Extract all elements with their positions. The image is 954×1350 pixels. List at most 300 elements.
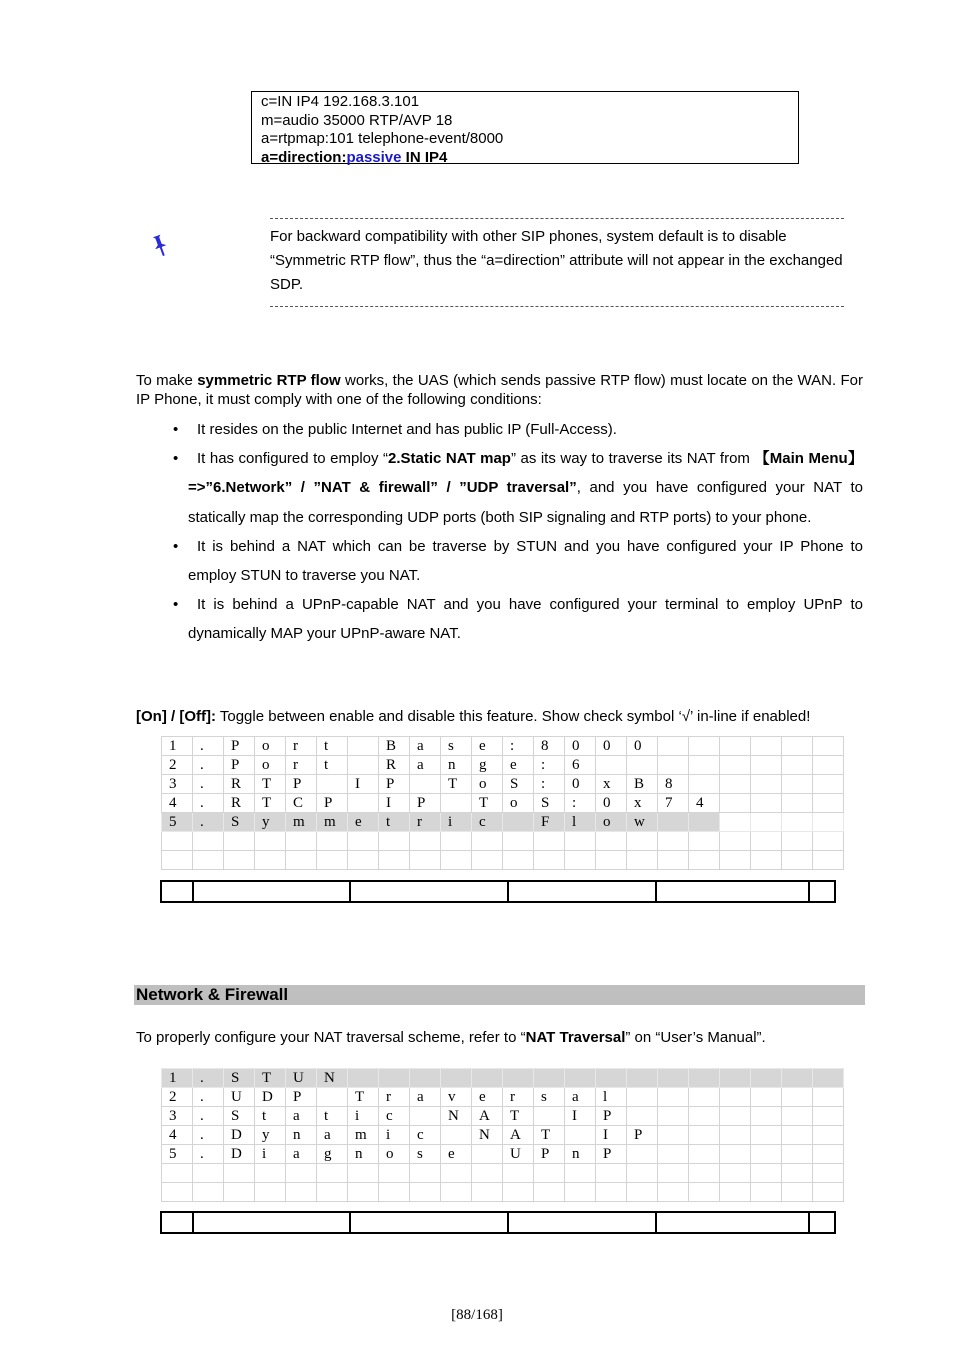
lcd-row[interactable] <box>162 1126 844 1145</box>
lcd-cell: 0 <box>565 737 596 756</box>
lcd-cell <box>627 1145 658 1164</box>
lcd-cell: 8 <box>534 737 565 756</box>
lcd-menu-rtp <box>161 736 844 870</box>
lcd-cell: n <box>565 1145 596 1164</box>
lcd-cell: x <box>627 794 658 813</box>
lcd-row[interactable] <box>162 737 844 756</box>
lcd-cell <box>720 794 751 813</box>
lcd-cell <box>565 851 596 870</box>
lcd-cell <box>751 794 782 813</box>
lcd-cell: P <box>627 1126 658 1145</box>
lcd-cell <box>472 1164 503 1183</box>
lcd-cell <box>472 851 503 870</box>
lcd-cell: m <box>317 813 348 832</box>
lcd-cell <box>348 794 379 813</box>
lcd-cell <box>720 775 751 794</box>
lcd-cell <box>255 832 286 851</box>
lcd-cell <box>658 1164 689 1183</box>
lcd-cell <box>255 1183 286 1202</box>
lcd-row[interactable] <box>162 1069 844 1088</box>
lcd-cell: P <box>286 775 317 794</box>
lcd-cell <box>596 851 627 870</box>
lcd-cell <box>472 1183 503 1202</box>
lcd-cell: r <box>410 813 441 832</box>
lcd-cell: I <box>596 1126 627 1145</box>
lcd-cell: t <box>379 813 410 832</box>
direction-value: passive <box>346 148 402 166</box>
lcd-cell: g <box>317 1145 348 1164</box>
lcd-cell <box>658 1183 689 1202</box>
lcd-cell <box>658 1088 689 1107</box>
lcd-cell <box>379 851 410 870</box>
lcd-cell <box>286 1164 317 1183</box>
lcd-cell <box>162 1164 193 1183</box>
lcd-cell: . <box>193 775 224 794</box>
lcd-row <box>162 851 844 870</box>
lcd-cell <box>720 756 751 775</box>
lcd-cell: T <box>534 1126 565 1145</box>
lcd-cell <box>441 1164 472 1183</box>
lcd-cell <box>813 1183 844 1202</box>
lcd-cell <box>751 1126 782 1145</box>
lcd-cell: a <box>317 1126 348 1145</box>
lcd-cell: a <box>565 1088 596 1107</box>
lcd-cell: e <box>441 1145 472 1164</box>
lcd-cell <box>472 1145 503 1164</box>
lcd-cell <box>441 1183 472 1202</box>
lcd-cell <box>441 832 472 851</box>
lcd-cell <box>286 832 317 851</box>
lcd-cell: D <box>224 1126 255 1145</box>
lcd-cell: B <box>627 775 658 794</box>
lcd-cell <box>441 794 472 813</box>
lcd-cell <box>317 775 348 794</box>
lcd-cell: I <box>565 1107 596 1126</box>
lcd-cell: . <box>193 1088 224 1107</box>
lcd-cell: A <box>503 1126 534 1145</box>
lcd-cell <box>224 1183 255 1202</box>
lcd-cell: n <box>286 1126 317 1145</box>
lcd-cell: P <box>596 1145 627 1164</box>
lcd-cell: : <box>503 737 534 756</box>
lcd-cell: P <box>224 737 255 756</box>
lcd-cell <box>720 851 751 870</box>
lcd-cell <box>813 813 844 832</box>
lcd-cell: P <box>596 1107 627 1126</box>
lcd-cell: i <box>348 1107 379 1126</box>
lcd-cell: a <box>286 1107 317 1126</box>
sdp-line-direction: a=direction:passive IN IP4 <box>261 148 448 166</box>
lcd-cell: 5 <box>162 813 193 832</box>
lcd-cell: e <box>348 813 379 832</box>
lcd-cell <box>782 813 813 832</box>
lcd-cell <box>534 851 565 870</box>
lcd-cell <box>348 756 379 775</box>
list-item: • It has configured to employ “2.Static NAT map” as its way to traverse its NAT from 【Main Menu】=>”6.Network” / ”NAT & firewall” / ”UDP traversal”, and you have configured your NAT to statically map the corresponding UDP ports (both SIP signaling and RTP ports) to your phone. <box>173 450 863 526</box>
lcd-cell <box>162 832 193 851</box>
lcd-cell <box>751 1107 782 1126</box>
lcd-cell <box>689 1145 720 1164</box>
lcd-cell <box>751 756 782 775</box>
lcd-cell <box>317 832 348 851</box>
lcd-cell <box>658 813 689 832</box>
lcd-cell <box>410 1069 441 1088</box>
section-paragraph: To properly configure your NAT traversal scheme, refer to “NAT Traversal” on “User’s Manual”. <box>136 1029 766 1046</box>
lcd-cell: m <box>348 1126 379 1145</box>
lcd-cell: : <box>565 794 596 813</box>
lcd-cell <box>782 737 813 756</box>
lcd-row[interactable] <box>162 1107 844 1126</box>
lcd-cell <box>782 756 813 775</box>
lcd-cell <box>813 851 844 870</box>
lcd-cell <box>720 813 751 832</box>
lcd-cell: y <box>255 813 286 832</box>
lcd-cell <box>751 1183 782 1202</box>
lcd-cell: t <box>255 1107 286 1126</box>
lcd-cell <box>782 1145 813 1164</box>
section-heading: Network & Firewall <box>134 985 865 1005</box>
lcd-cell <box>503 1183 534 1202</box>
lcd-cell: T <box>255 775 286 794</box>
lcd-cell <box>224 851 255 870</box>
page-number: [88/168] <box>451 1307 503 1323</box>
lcd-cell <box>813 1164 844 1183</box>
lcd-cell: s <box>410 1145 441 1164</box>
lcd-cell <box>286 851 317 870</box>
lcd-row[interactable] <box>162 794 844 813</box>
lcd-cell <box>751 851 782 870</box>
list-item: • It is behind a NAT which can be traverse by STUN and you have configured your IP Phone to employ STUN to traverse you NAT. <box>173 537 863 585</box>
lcd-cell: . <box>193 1107 224 1126</box>
lcd-row[interactable] <box>162 1088 844 1107</box>
lcd-cell <box>720 1183 751 1202</box>
lcd-cell: . <box>193 756 224 775</box>
lcd-cell: 8 <box>658 775 689 794</box>
lcd-cell: P <box>286 1088 317 1107</box>
lcd-cell <box>689 756 720 775</box>
lcd-cell <box>348 851 379 870</box>
lcd-cell: 1 <box>162 1069 193 1088</box>
lcd-cell <box>720 1145 751 1164</box>
list-item: • It resides on the public Internet and has public IP (Full-Access). <box>173 421 617 438</box>
lcd-cell: 4 <box>162 794 193 813</box>
list-item: • It is behind a UPnP-capable NAT and you have configured your terminal to employ UPnP to dynamically MAP your UPnP-aware NAT. <box>173 596 863 643</box>
lcd-cell: c <box>410 1126 441 1145</box>
lcd-cell: a <box>410 1088 441 1107</box>
lcd-cell: R <box>224 775 255 794</box>
lcd-cell <box>689 851 720 870</box>
lcd-cell <box>782 1126 813 1145</box>
lcd-cell: . <box>193 1069 224 1088</box>
softkey-bar <box>160 880 836 903</box>
lcd-cell: a <box>410 756 441 775</box>
lcd-cell: o <box>503 794 534 813</box>
lcd-cell <box>813 775 844 794</box>
lcd-cell: r <box>286 737 317 756</box>
lcd-cell <box>751 832 782 851</box>
pushpin-icon <box>152 232 170 258</box>
lcd-cell <box>751 1164 782 1183</box>
lcd-cell <box>658 1145 689 1164</box>
lcd-cell <box>503 851 534 870</box>
lcd-cell: 0 <box>596 794 627 813</box>
lcd-cell <box>813 1088 844 1107</box>
lcd-cell <box>720 832 751 851</box>
lcd-cell: y <box>255 1126 286 1145</box>
lcd-cell: : <box>534 756 565 775</box>
lcd-cell: . <box>193 1145 224 1164</box>
lcd-cell <box>782 1183 813 1202</box>
lcd-cell <box>658 851 689 870</box>
lcd-cell <box>627 851 658 870</box>
lcd-cell <box>348 1164 379 1183</box>
intro-paragraph: To make symmetric RTP flow works, the UAS (which sends passive RTP flow) must locate on the WAN. For IP Phone, it must comply with one of the following conditions: <box>136 372 863 408</box>
lcd-cell: o <box>255 737 286 756</box>
lcd-cell: F <box>534 813 565 832</box>
lcd-cell <box>689 1107 720 1126</box>
lcd-cell <box>565 1069 596 1088</box>
lcd-cell <box>379 1183 410 1202</box>
lcd-cell <box>813 756 844 775</box>
lcd-cell: S <box>224 813 255 832</box>
lcd-cell <box>689 1126 720 1145</box>
lcd-row[interactable] <box>162 756 844 775</box>
lcd-cell <box>565 1164 596 1183</box>
lcd-cell <box>565 832 596 851</box>
lcd-cell <box>813 1069 844 1088</box>
lcd-cell: : <box>534 775 565 794</box>
lcd-cell: A <box>472 1107 503 1126</box>
lcd-cell: C <box>286 794 317 813</box>
lcd-cell <box>503 1069 534 1088</box>
lcd-cell <box>782 1069 813 1088</box>
lcd-cell: m <box>286 813 317 832</box>
lcd-cell: l <box>596 1088 627 1107</box>
lcd-cell <box>627 1183 658 1202</box>
lcd-cell: 4 <box>689 794 720 813</box>
lcd-cell: D <box>255 1088 286 1107</box>
lcd-cell <box>472 832 503 851</box>
lcd-cell <box>658 1069 689 1088</box>
lcd-cell <box>503 832 534 851</box>
lcd-cell <box>627 1069 658 1088</box>
lcd-cell <box>255 851 286 870</box>
lcd-cell: n <box>441 756 472 775</box>
lcd-cell: U <box>286 1069 317 1088</box>
onoff-description: [On] / [Off]: Toggle between enable and disable this feature. Show check symbol ‘√’ in-line if enabled! <box>136 708 811 725</box>
lcd-cell: N <box>472 1126 503 1145</box>
lcd-cell <box>720 1069 751 1088</box>
lcd-cell: c <box>379 1107 410 1126</box>
lcd-cell: T <box>503 1107 534 1126</box>
lcd-menu-network <box>161 1068 844 1202</box>
lcd-cell <box>751 1069 782 1088</box>
lcd-cell <box>627 1164 658 1183</box>
lcd-cell: R <box>224 794 255 813</box>
lcd-cell: r <box>286 756 317 775</box>
lcd-cell: a <box>286 1145 317 1164</box>
lcd-cell: e <box>472 737 503 756</box>
lcd-cell <box>596 756 627 775</box>
lcd-cell <box>813 1126 844 1145</box>
lcd-cell <box>441 1069 472 1088</box>
lcd-cell: S <box>224 1107 255 1126</box>
lcd-cell: N <box>317 1069 348 1088</box>
lcd-cell: T <box>441 775 472 794</box>
lcd-cell <box>720 1107 751 1126</box>
lcd-cell <box>410 1164 441 1183</box>
lcd-cell <box>782 832 813 851</box>
lcd-cell <box>317 1164 348 1183</box>
lcd-cell <box>813 794 844 813</box>
lcd-cell: 3 <box>162 775 193 794</box>
lcd-cell <box>658 832 689 851</box>
lcd-cell <box>162 851 193 870</box>
lcd-row[interactable] <box>162 813 844 832</box>
lcd-cell <box>627 1107 658 1126</box>
lcd-cell: l <box>565 813 596 832</box>
lcd-cell <box>596 1164 627 1183</box>
lcd-cell: 0 <box>627 737 658 756</box>
lcd-row[interactable] <box>162 1145 844 1164</box>
lcd-cell <box>658 756 689 775</box>
lcd-cell <box>720 1126 751 1145</box>
sdp-line: m=audio 35000 RTP/AVP 18 <box>261 111 453 129</box>
lcd-cell <box>689 832 720 851</box>
lcd-cell <box>193 851 224 870</box>
lcd-cell <box>689 1164 720 1183</box>
lcd-cell: e <box>472 1088 503 1107</box>
lcd-cell: c <box>472 813 503 832</box>
lcd-cell <box>348 737 379 756</box>
lcd-cell: t <box>317 737 348 756</box>
lcd-cell: i <box>441 813 472 832</box>
lcd-cell <box>751 737 782 756</box>
lcd-cell <box>813 737 844 756</box>
lcd-cell: w <box>627 813 658 832</box>
lcd-cell <box>224 1164 255 1183</box>
lcd-cell: 2 <box>162 756 193 775</box>
lcd-cell <box>689 813 720 832</box>
lcd-cell: U <box>224 1088 255 1107</box>
lcd-cell <box>782 1088 813 1107</box>
lcd-cell <box>596 832 627 851</box>
lcd-cell <box>317 1088 348 1107</box>
lcd-cell <box>193 832 224 851</box>
sdp-line: a=rtpmap:101 telephone-event/8000 <box>261 130 504 147</box>
lcd-cell <box>596 1069 627 1088</box>
lcd-cell <box>255 1164 286 1183</box>
lcd-cell <box>379 1164 410 1183</box>
lcd-cell <box>751 775 782 794</box>
lcd-cell <box>317 851 348 870</box>
lcd-cell: 2 <box>162 1088 193 1107</box>
lcd-cell: r <box>503 1088 534 1107</box>
lcd-cell: T <box>348 1088 379 1107</box>
lcd-cell: U <box>503 1145 534 1164</box>
lcd-cell <box>534 1183 565 1202</box>
lcd-cell <box>534 1164 565 1183</box>
lcd-cell: 6 <box>565 756 596 775</box>
lcd-cell <box>782 1107 813 1126</box>
lcd-cell: t <box>317 756 348 775</box>
lcd-cell: o <box>379 1145 410 1164</box>
lcd-cell: v <box>441 1088 472 1107</box>
lcd-cell <box>813 1107 844 1126</box>
lcd-cell: N <box>441 1107 472 1126</box>
lcd-cell <box>534 1107 565 1126</box>
lcd-cell <box>410 832 441 851</box>
lcd-cell <box>751 1145 782 1164</box>
lcd-cell <box>348 832 379 851</box>
lcd-cell <box>627 756 658 775</box>
lcd-cell <box>410 775 441 794</box>
lcd-cell <box>348 1183 379 1202</box>
lcd-cell <box>193 1183 224 1202</box>
lcd-cell <box>565 1183 596 1202</box>
lcd-cell: R <box>379 756 410 775</box>
lcd-cell <box>751 813 782 832</box>
lcd-cell: . <box>193 794 224 813</box>
lcd-cell <box>720 1088 751 1107</box>
lcd-cell <box>379 832 410 851</box>
lcd-cell <box>410 1183 441 1202</box>
lcd-cell <box>720 737 751 756</box>
lcd-cell: I <box>379 794 410 813</box>
lcd-row <box>162 832 844 851</box>
lcd-cell <box>689 1088 720 1107</box>
lcd-cell: B <box>379 737 410 756</box>
lcd-cell: T <box>255 1069 286 1088</box>
lcd-cell: n <box>348 1145 379 1164</box>
lcd-row <box>162 1164 844 1183</box>
lcd-cell <box>503 813 534 832</box>
lcd-cell: o <box>255 756 286 775</box>
lcd-cell: 7 <box>658 794 689 813</box>
lcd-cell <box>410 1107 441 1126</box>
lcd-cell <box>627 832 658 851</box>
lcd-cell: P <box>317 794 348 813</box>
sdp-line: c=IN IP4 192.168.3.101 <box>261 93 420 110</box>
lcd-cell: T <box>472 794 503 813</box>
lcd-cell: a <box>410 737 441 756</box>
lcd-cell <box>286 1183 317 1202</box>
lcd-cell <box>689 737 720 756</box>
lcd-cell: o <box>596 813 627 832</box>
lcd-cell <box>658 1126 689 1145</box>
lcd-cell: s <box>534 1088 565 1107</box>
lcd-cell: t <box>317 1107 348 1126</box>
lcd-cell <box>472 1069 503 1088</box>
lcd-cell: s <box>441 737 472 756</box>
lcd-cell: i <box>255 1145 286 1164</box>
lcd-cell: 3 <box>162 1107 193 1126</box>
lcd-cell: 5 <box>162 1145 193 1164</box>
lcd-row <box>162 1183 844 1202</box>
lcd-cell: 1 <box>162 737 193 756</box>
lcd-cell <box>379 1069 410 1088</box>
lcd-cell: T <box>255 794 286 813</box>
lcd-cell: x <box>596 775 627 794</box>
lcd-cell <box>534 1069 565 1088</box>
lcd-cell: 0 <box>565 775 596 794</box>
conditions-list <box>136 415 863 649</box>
lcd-cell: P <box>379 775 410 794</box>
lcd-cell <box>658 737 689 756</box>
lcd-cell: S <box>503 775 534 794</box>
lcd-row[interactable] <box>162 775 844 794</box>
lcd-cell: . <box>193 1126 224 1145</box>
